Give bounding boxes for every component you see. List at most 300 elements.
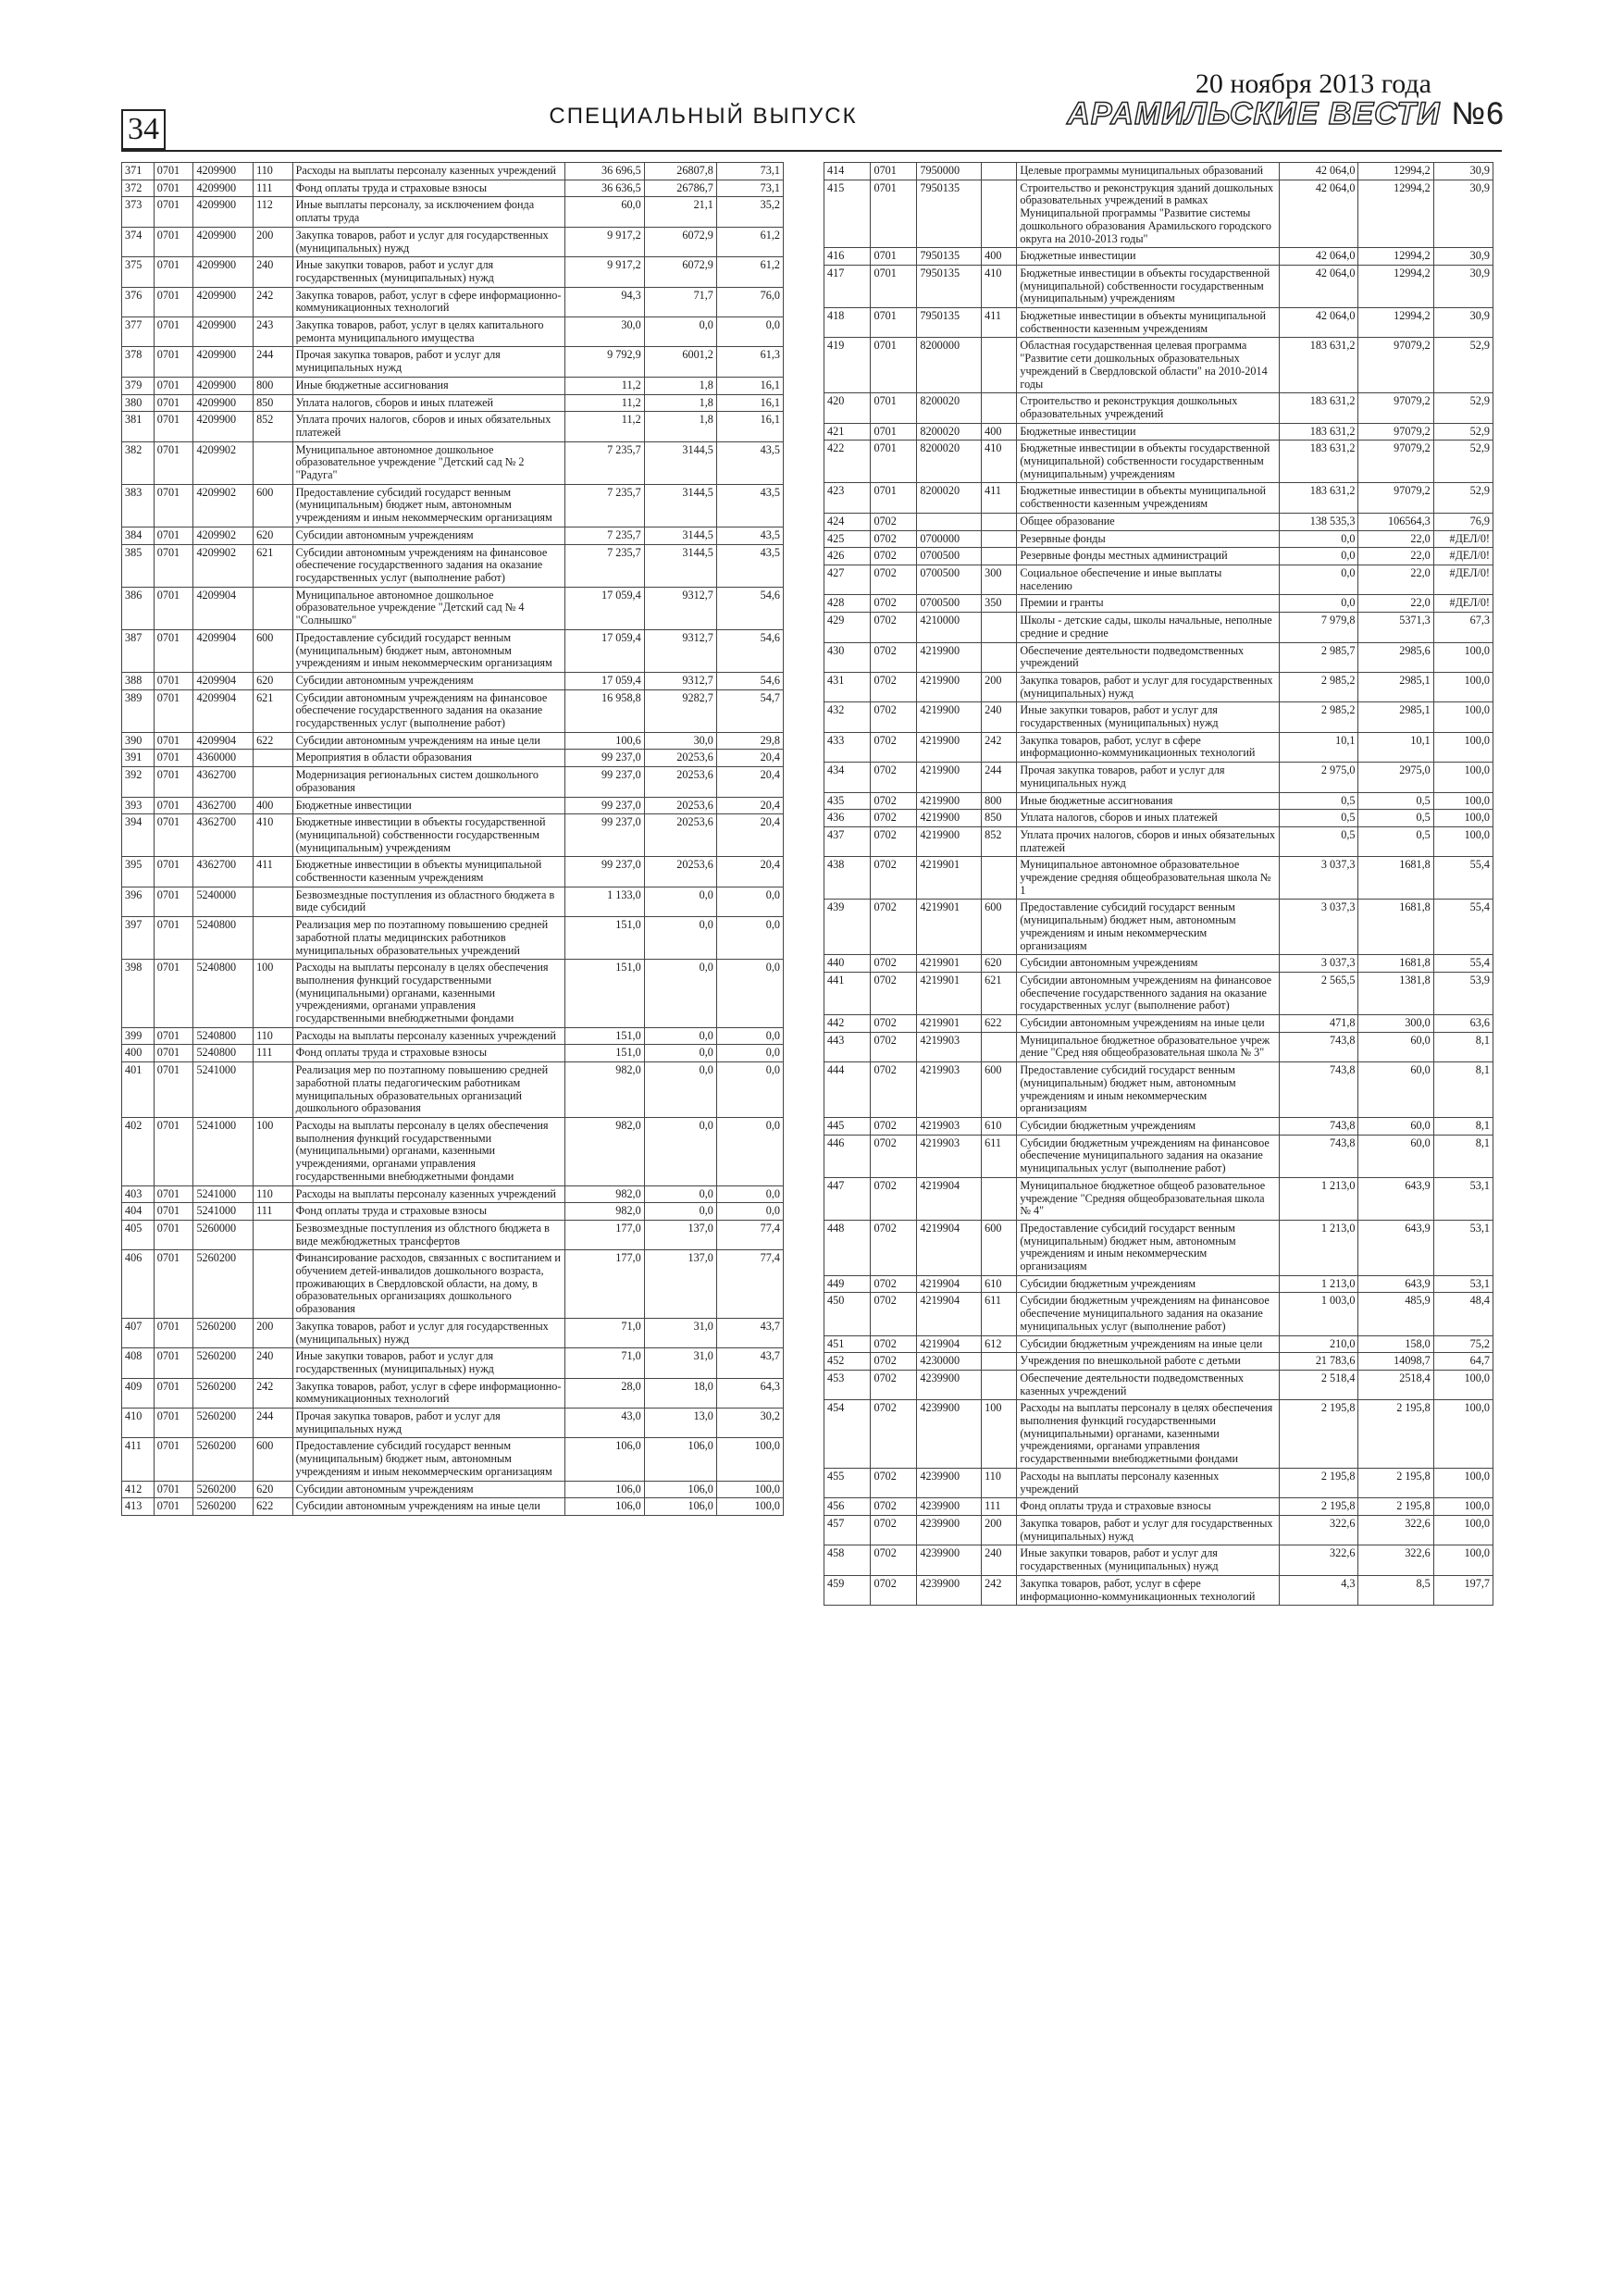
execution-percent: 8,1 [1433,1032,1493,1061]
table-row [824,1400,1493,1469]
section-code: 0702 [871,1575,917,1605]
target-code: 7950135 [917,308,982,338]
section-code: 0701 [154,441,193,484]
item-name: Целевые программы муниципальных образований [1017,163,1279,180]
actual-amount: 20253,6 [644,750,716,767]
expense-type: 600 [982,900,1017,955]
table-row [824,1353,1493,1371]
table-row [824,1515,1493,1545]
table-row [122,441,784,484]
section-code: 0701 [871,338,917,393]
target-code: 5260000 [193,1220,254,1249]
row-number: 449 [824,1275,871,1293]
target-code: 5260200 [193,1348,254,1378]
row-number: 390 [122,732,155,750]
section-code: 0701 [871,308,917,338]
expense-type: 100 [982,1400,1017,1469]
section-code: 0702 [871,1015,917,1033]
actual-amount: 2518,4 [1358,1370,1433,1399]
actual-amount: 158,0 [1358,1335,1433,1353]
expense-type [982,857,1017,900]
table-row [122,394,784,412]
row-number: 388 [122,672,155,689]
expense-type: 100 [254,960,293,1028]
plan-amount: 7 235,7 [564,484,644,527]
section-code: 0701 [154,917,193,960]
target-code: 4219904 [917,1177,982,1220]
expense-type: 622 [254,732,293,750]
table-row [824,826,1493,856]
expense-type: 410 [982,265,1017,307]
expense-type [982,530,1017,548]
table-row [824,180,1493,248]
masthead-title: АРАМИЛЬСКИЕ ВЕСТИ [1067,96,1441,131]
plan-amount: 210,0 [1279,1335,1358,1353]
row-number: 379 [122,377,155,394]
table-row [122,1118,784,1186]
row-number: 448 [824,1220,871,1275]
expense-type [254,1250,293,1319]
actual-amount: 0,0 [644,1185,716,1203]
row-number: 372 [122,180,155,197]
target-code: 5260200 [193,1378,254,1408]
plan-amount: 0,5 [1279,826,1358,856]
execution-percent: 30,2 [716,1409,783,1438]
actual-amount: 2985,1 [1358,672,1433,701]
plan-amount: 138 535,3 [1279,513,1358,530]
expense-type [254,587,293,629]
section-code: 0702 [871,1032,917,1061]
actual-amount: 2 195,8 [1358,1498,1433,1516]
plan-amount: 42 064,0 [1279,248,1358,266]
actual-amount: 97079,2 [1358,393,1433,423]
expense-type: 800 [982,792,1017,810]
section-code: 0701 [154,797,193,814]
expense-type [254,750,293,767]
execution-percent: 100,0 [1433,1545,1493,1575]
item-name: Закупка товаров, работ и услуг для государственных (муниципальных) нужд [292,227,564,256]
expense-type: 243 [254,317,293,347]
section-code: 0701 [154,377,193,394]
table-row [122,797,784,814]
expense-type: 610 [982,1275,1017,1293]
expense-type [982,513,1017,530]
table-row [824,1177,1493,1220]
execution-percent: 55,4 [1433,955,1493,973]
section-code: 0702 [871,1353,917,1371]
actual-amount: 1381,8 [1358,972,1433,1014]
execution-percent: 35,2 [716,197,783,227]
actual-amount: 60,0 [1358,1118,1433,1136]
expense-type: 600 [254,1438,293,1481]
actual-amount: 9282,7 [644,689,716,732]
actual-amount: 1,8 [644,377,716,394]
plan-amount: 151,0 [564,917,644,960]
row-number: 404 [122,1203,155,1221]
section-code: 0701 [154,180,193,197]
execution-percent: 8,1 [1433,1062,1493,1118]
target-code: 4362700 [193,857,254,887]
row-number: 376 [122,287,155,316]
row-number: 414 [824,163,871,180]
plan-amount: 151,0 [564,1045,644,1062]
row-number: 415 [824,180,871,248]
row-number: 410 [122,1409,155,1438]
target-code: 5260200 [193,1498,254,1516]
expense-type: 600 [982,1220,1017,1275]
actual-amount: 10,1 [1358,732,1433,762]
table-row [824,702,1493,732]
actual-amount: 2975,0 [1358,763,1433,792]
item-name: Расходы на выплаты персоналу в целях обеспечения выполнения функций государственными (муниципальными) органами, казенными учреждениями, органами управления государственными внебюджетными фондами [292,960,564,1028]
execution-percent: 76,0 [716,287,783,316]
execution-percent: 16,1 [716,412,783,441]
expense-type: 400 [254,797,293,814]
table-row [122,347,784,377]
execution-percent: 54,6 [716,672,783,689]
table-row [122,287,784,316]
plan-amount: 99 237,0 [564,750,644,767]
row-number: 378 [122,347,155,377]
row-number: 395 [122,857,155,887]
actual-amount: 0,5 [1358,792,1433,810]
target-code: 4210000 [917,613,982,642]
plan-amount: 3 037,3 [1279,857,1358,900]
section-code: 0702 [871,1370,917,1399]
actual-amount: 22,0 [1358,595,1433,613]
actual-amount: 1681,8 [1358,900,1433,955]
target-code: 8200000 [917,338,982,393]
execution-percent: 0,0 [716,317,783,347]
item-name: Субсидии бюджетным учреждениям на финансовое обеспечение муниципального задания на оказание муниципальных услуг (выполнение работ) [1017,1135,1279,1177]
item-name: Расходы на выплаты персоналу в целях обеспечения выполнения функций государственными (муниципальными) органами, казенными учреждениями, органами управления государственными внебюджетными фондами [1017,1400,1279,1469]
table-row [122,814,784,857]
expense-type: 111 [254,1045,293,1062]
table-row [122,887,784,916]
section-code: 0701 [154,227,193,256]
expense-type: 242 [254,1378,293,1408]
plan-amount: 2 565,5 [1279,972,1358,1014]
expense-type [254,767,293,797]
execution-percent: 52,9 [1433,441,1493,483]
item-name: Бюджетные инвестиции [1017,248,1279,266]
execution-percent: 100,0 [1433,702,1493,732]
execution-percent: 100,0 [1433,1468,1493,1497]
table-row [122,317,784,347]
issue-date: 20 ноября 2013 года [1195,68,1431,99]
target-code: 7950135 [917,180,982,248]
actual-amount: 0,0 [644,1045,716,1062]
execution-percent: 43,5 [716,544,783,587]
section-code: 0701 [154,1203,193,1221]
section-code: 0702 [871,1545,917,1575]
section-code: 0702 [871,1400,917,1469]
row-number: 433 [824,732,871,762]
target-code: 4209900 [193,394,254,412]
row-number: 430 [824,642,871,672]
table-row [122,767,784,797]
table-row [824,1062,1493,1118]
section-code: 0702 [871,1062,917,1118]
plan-amount: 17 059,4 [564,629,644,672]
expense-type: 621 [254,544,293,587]
execution-percent: 30,9 [1433,248,1493,266]
actual-amount: 643,9 [1358,1220,1433,1275]
section-code: 0702 [871,1498,917,1516]
expense-type: 400 [982,423,1017,441]
item-name: Фонд оплаты труда и страховые взносы [1017,1498,1279,1516]
execution-percent: 75,2 [1433,1335,1493,1353]
section-code: 0701 [154,1318,193,1347]
table-row [122,544,784,587]
section-code: 0701 [154,1220,193,1249]
item-name: Муниципальное автономное дошкольное образовательное учреждение "Детский сад № 4 "Солнышко" [292,587,564,629]
plan-amount: 0,0 [1279,530,1358,548]
target-code: 5260200 [193,1438,254,1481]
section-code: 0701 [154,1481,193,1498]
section-code: 0702 [871,595,917,613]
actual-amount: 97079,2 [1358,483,1433,513]
item-name: Фонд оплаты труда и страховые взносы [292,1045,564,1062]
target-code: 4219903 [917,1135,982,1177]
row-number: 417 [824,265,871,307]
actual-amount: 31,0 [644,1348,716,1378]
row-number: 442 [824,1015,871,1033]
item-name: Уплата прочих налогов, сборов и иных обязательных платежей [292,412,564,441]
expense-type [254,441,293,484]
item-name: Прочая закупка товаров, работ и услуг для муниципальных нужд [1017,763,1279,792]
target-code: 4209900 [193,317,254,347]
execution-percent: #ДЕЛ/0! [1433,595,1493,613]
execution-percent: 100,0 [1433,672,1493,701]
expense-type: 200 [982,1515,1017,1545]
section-code: 0701 [154,257,193,287]
table-row [824,1575,1493,1605]
actual-amount: 6001,2 [644,347,716,377]
item-name: Субсидии автономным учреждениям [292,527,564,544]
item-name: Реализация мер по поэтапному повышению средней заработной платы медицинских работников муниципальных образовательных учреждений [292,917,564,960]
table-row [122,1250,784,1319]
target-code: 4209900 [193,197,254,227]
table-row [122,377,784,394]
target-code: 4209902 [193,484,254,527]
row-number: 454 [824,1400,871,1469]
table-row [122,1348,784,1378]
execution-percent: 52,9 [1433,423,1493,441]
execution-percent: 55,4 [1433,900,1493,955]
plan-amount: 7 979,8 [1279,613,1358,642]
target-code: 4239900 [917,1545,982,1575]
item-name: Субсидии автономным учреждениям на иные цели [1017,1015,1279,1033]
item-name: Безвозмездные поступления из областного бюджета в виде субсидий [292,887,564,916]
row-number: 447 [824,1177,871,1220]
section-code: 0702 [871,1135,917,1177]
target-code: 0700500 [917,595,982,613]
item-name: Муниципальное автономное дошкольное образовательное учреждение "Детский сад № 2 "Радуга" [292,441,564,484]
item-name: Закупка товаров, работ и услуг для государственных (муниципальных) нужд [1017,672,1279,701]
expense-type: 410 [982,441,1017,483]
row-number: 421 [824,423,871,441]
section-code: 0701 [154,587,193,629]
execution-percent: 77,4 [716,1220,783,1249]
execution-percent: 43,5 [716,484,783,527]
target-code: 4209900 [193,163,254,180]
actual-amount: 60,0 [1358,1062,1433,1118]
table-row [824,548,1493,565]
table-row [122,587,784,629]
section-title: СПЕЦИАЛЬНЫЙ ВЫПУСК [549,104,858,129]
row-number: 385 [122,544,155,587]
execution-percent: 30,9 [1433,308,1493,338]
plan-amount: 7 235,7 [564,544,644,587]
item-name: Предоставление субсидий государст венным (муниципальным) бюджет ным, автономным учреждениям и иным некоммерческим организациям [292,629,564,672]
table-row [824,792,1493,810]
expense-type: 620 [254,1481,293,1498]
table-row [824,308,1493,338]
execution-percent: 100,0 [1433,732,1493,762]
plan-amount: 177,0 [564,1250,644,1319]
table-row [122,1481,784,1498]
target-code: 4209900 [193,227,254,256]
plan-amount: 183 631,2 [1279,393,1358,423]
expense-type [254,1062,293,1118]
section-code: 0701 [154,1185,193,1203]
section-code: 0702 [871,732,917,762]
actual-amount: 3144,5 [644,441,716,484]
execution-percent: 8,1 [1433,1118,1493,1136]
target-code: 4362700 [193,767,254,797]
budget-table-right [824,162,1493,1606]
target-code: 4239900 [917,1370,982,1399]
execution-percent: 76,9 [1433,513,1493,530]
execution-percent: 30,9 [1433,265,1493,307]
item-name: Реализация мер по поэтапному повышению средней заработной платы педагогическим работникам муниципальных образовательных организаций дошкольного образования [292,1062,564,1118]
execution-percent: 48,4 [1433,1293,1493,1335]
execution-percent: 43,5 [716,527,783,544]
expense-type: 850 [982,810,1017,827]
expense-type: 410 [254,814,293,857]
plan-amount: 743,8 [1279,1032,1358,1061]
actual-amount: 106564,3 [1358,513,1433,530]
plan-amount: 28,0 [564,1378,644,1408]
target-code: 8200020 [917,393,982,423]
item-name: Модернизация региональных систем дошкольного образования [292,767,564,797]
item-name: Муниципальное автономное образовательное учреждение средняя общеобразовательная школа № 1 [1017,857,1279,900]
item-name: Прочая закупка товаров, работ и услуг для муниципальных нужд [292,347,564,377]
plan-amount: 743,8 [1279,1062,1358,1118]
item-name: Закупка товаров, работ и услуг для государственных (муниципальных) нужд [1017,1515,1279,1545]
table-row [824,1545,1493,1575]
section-code: 0702 [871,763,917,792]
plan-amount: 0,0 [1279,565,1358,594]
section-code: 0701 [154,484,193,527]
plan-amount: 3 037,3 [1279,900,1358,955]
actual-amount: 9312,7 [644,629,716,672]
actual-amount: 106,0 [644,1438,716,1481]
plan-amount: 2 195,8 [1279,1400,1358,1469]
row-number: 412 [122,1481,155,1498]
plan-amount: 9 917,2 [564,227,644,256]
table-row [824,163,1493,180]
item-name: Субсидии автономным учреждениям на финансовое обеспечение государственного задания на оказание государственных услуг (выполнение работ) [292,544,564,587]
target-code: 4209904 [193,629,254,672]
actual-amount: 137,0 [644,1220,716,1249]
plan-amount: 17 059,4 [564,672,644,689]
target-code: 8200020 [917,423,982,441]
item-name: Субсидии бюджетным учреждениям на финансовое обеспечение муниципального задания на оказание муниципальных услуг (выполнение работ) [1017,1293,1279,1335]
row-number: 374 [122,227,155,256]
execution-percent: 54,7 [716,689,783,732]
plan-amount: 106,0 [564,1438,644,1481]
row-number: 419 [824,338,871,393]
actual-amount: 20253,6 [644,857,716,887]
expense-type [982,393,1017,423]
item-name: Расходы на выплаты персоналу казенных учреждений [292,1185,564,1203]
target-code: 4219900 [917,792,982,810]
item-name: Бюджетные инвестиции в объекты муниципальной собственности казенным учреждениям [292,857,564,887]
expense-type: 350 [982,595,1017,613]
target-code: 4239900 [917,1515,982,1545]
item-name: Предоставление субсидий государст венным (муниципальным) бюджет ным, автономным учреждениям и иным некоммерческим организациям [1017,900,1279,955]
target-code: 5240800 [193,960,254,1028]
actual-amount: 21,1 [644,197,716,227]
actual-amount: 71,7 [644,287,716,316]
plan-amount: 0,5 [1279,810,1358,827]
table-row [824,1015,1493,1033]
actual-amount: 0,5 [1358,826,1433,856]
plan-amount: 183 631,2 [1279,423,1358,441]
actual-amount: 20253,6 [644,814,716,857]
execution-percent: 20,4 [716,814,783,857]
plan-amount: 471,8 [1279,1015,1358,1033]
section-code: 0701 [154,1027,193,1045]
section-code: 0701 [154,1118,193,1186]
target-code: 4219903 [917,1118,982,1136]
item-name: Бюджетные инвестиции [292,797,564,814]
section-code: 0701 [154,814,193,857]
execution-percent: 52,9 [1433,483,1493,513]
row-number: 384 [122,527,155,544]
section-code: 0702 [871,1468,917,1497]
execution-percent: 63,6 [1433,1015,1493,1033]
execution-percent: 43,5 [716,441,783,484]
item-name: Бюджетные инвестиции в объекты государственной (муниципальной) собственности государственным (муниципальным) учреждениям [1017,441,1279,483]
item-name: Социальное обеспечение и иные выплаты населению [1017,565,1279,594]
expense-type [982,1177,1017,1220]
plan-amount: 99 237,0 [564,857,644,887]
actual-amount: 0,0 [644,1118,716,1186]
target-code: 4209900 [193,287,254,316]
item-name: Школы - детские сады, школы начальные, неполные средние и средние [1017,613,1279,642]
section-code: 0701 [154,767,193,797]
item-name: Резервные фонды местных администраций [1017,548,1279,565]
table-row [122,257,784,287]
actual-amount: 6072,9 [644,257,716,287]
item-name: Бюджетные инвестиции в объекты муниципальной собственности казенным учреждениям [1017,308,1279,338]
row-number: 440 [824,955,871,973]
row-number: 431 [824,672,871,701]
expense-type: 110 [254,1027,293,1045]
actual-amount: 0,5 [1358,810,1433,827]
target-code: 4360000 [193,750,254,767]
expense-type: 111 [254,1203,293,1221]
execution-percent: 61,3 [716,347,783,377]
item-name: Предоставление субсидий государст венным (муниципальным) бюджет ным, автономным учреждениям и иным некоммерческим организациям [1017,1220,1279,1275]
table-row [122,917,784,960]
row-number: 420 [824,393,871,423]
actual-amount: 1681,8 [1358,857,1433,900]
item-name: Строительство и реконструкция дошкольных образовательных учреждений [1017,393,1279,423]
